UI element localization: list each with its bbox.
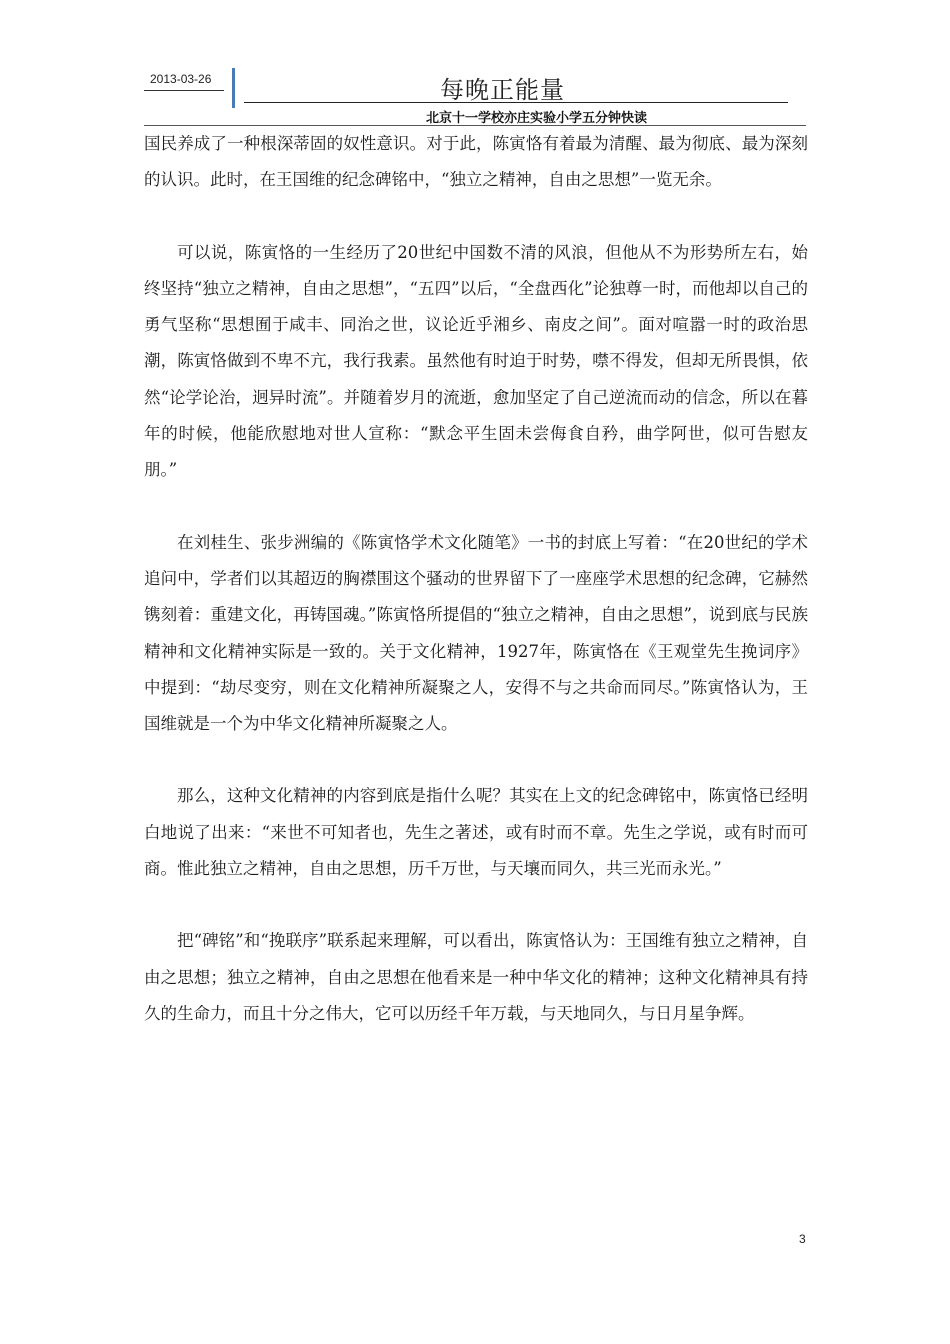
paragraph-5: 把“碑铭”和“挽联序”联系起来理解，可以看出，陈寅恪认为：王国维有独立之精神，自由之思想；独立之精神，自由之思想在他看来是一种中华文化的精神；这种文化精神具有持久的生命力，而且十分之伟大，它可以历经千年万载，与天地同久，与日月星争辉。 xyxy=(144,931,808,1023)
paragraph-1: 国民养成了一种根深蒂固的奴性意识。对于此，陈寅恪有着最为清醒、最为彻底、最为深刻的认识。此时，在王国维的纪念碑铭中，“独立之精神，自由之思想”一览无余。 xyxy=(144,134,808,190)
header-title: 每晚正能量 xyxy=(440,76,565,104)
header-subtitle: 北京十一学校亦庄实验小学五分钟快读 xyxy=(426,111,648,126)
paragraph-2: 可以说，陈寅恪的一生经历了20世纪中国数不清的风浪，但他从不为形势所左右，始终坚持“独立之精神，自由之思想”，“五四”以后，“全盘西化”论独尊一时，而他却以自己的勇气坚称“思想囿于咸丰、同治之世，议论近乎湘乡、南皮之间”。面对喧嚣一时的政治思潮，陈寅恪做到不卑不亢，我行我素。虽然他有时迫于时势，噤不得发，但却无所畏惧，依然“论学论治，迥异时流”。并随着岁月的流逝，愈加坚定了自己逆流而动的信念，所以在暮年的时候，他能欣慰地对世人宣称：“默念平生固未尝侮食自矜，曲学阿世，似可告慰友朋。” xyxy=(144,242,808,480)
header-title-rule xyxy=(244,102,788,103)
paragraph-4: 那么，这种文化精神的内容到底是指什么呢？其实在上文的纪念碑铭中，陈寅恪已经明白地说了出来：“来世不可知者也，先生之著述，或有时而不章。先生之学说，或有时而可商。惟此独立之精神，自由之思想，历千万世，与天壤而同久，共三光而永光。” xyxy=(144,786,808,879)
header-date-underline xyxy=(144,90,224,91)
header-accent-bar xyxy=(232,68,235,108)
paragraph-3: 在刘桂生、张步洲编的《陈寅恪学术文化随笔》一书的封底上写着：“在20世纪的学术追问中，学者们以其超迈的胸襟围这个骚动的世界留下了一座座学术思想的纪念碑，它赫然镌刻着：重建文化，再铸国魂。”陈寅恪所提倡的“独立之精神，自由之思想”，说到底与民族精神和文化精神实际是一致的。关于文化精神，1927年，陈寅恪在《王观堂先生挽词序》中提到：“劫尽变穷，则在文化精神所凝聚之人，安得不与之共命而同尽。”陈寅恪认为，王国维就是一个为中华文化精神所凝聚之人。 xyxy=(144,532,808,734)
document-body xyxy=(144,126,808,1068)
page-number: 3 xyxy=(799,1232,806,1246)
header-date: 2013-03-26 xyxy=(150,72,212,86)
